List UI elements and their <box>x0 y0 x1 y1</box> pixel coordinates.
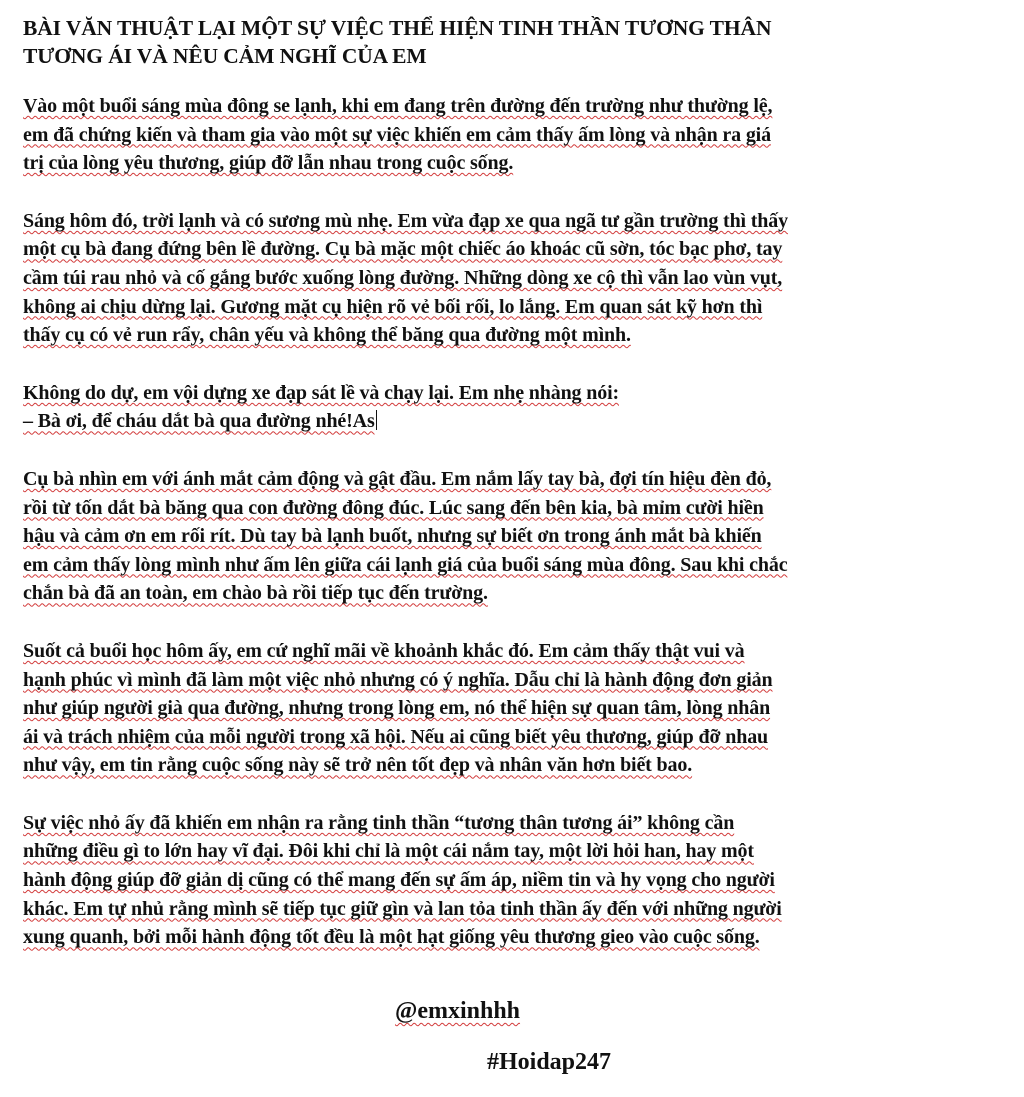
paragraph-dialogue <box>23 379 1008 436</box>
text-line: Suốt cả buổi học hôm ấy, em cứ nghĩ mãi về khoảnh khắc đó. Em cảm thấy thật vui và <box>23 639 745 662</box>
text-line: rồi từ tốn dắt bà băng qua con đường đông đúc. Lúc sang đến bên kia, bà mỉm cười hiền <box>23 496 764 519</box>
text-line: hạnh phúc vì mình đã làm một việc nhỏ nhưng có ý nghĩa. Dẫu chỉ là hành động đơn giản <box>23 668 773 691</box>
paragraph-action <box>23 465 1008 608</box>
text-line-with-caret <box>23 407 1008 436</box>
site-hashtag: #Hoidap247 <box>487 1049 612 1075</box>
text-line: thấy cụ có vẻ run rẩy, chân yếu và không thể băng qua đường một mình. <box>23 324 631 347</box>
text-line: như giúp người già qua đường, nhưng trong lòng em, nó thể hiện sự quan tâm, lòng nhân <box>23 697 771 720</box>
text-line: em đã chứng kiến và tham gia vào một sự việc khiến em cảm thấy ấm lòng và nhận ra giá <box>23 123 771 146</box>
text-line: cầm túi rau nhỏ và cố gắng bước xuống lòng đường. Những dòng xe cộ thì vẫn lao vùn vụt, <box>23 266 783 289</box>
text-line: Sáng hôm đó, trời lạnh và có sương mù nhẹ. Em vừa đạp xe qua ngã tư gần trường thì thấy <box>23 209 788 232</box>
paragraph-reflection <box>23 637 1008 780</box>
text-line: trị của lòng yêu thương, giúp đỡ lẫn nhau trong cuộc sống. <box>23 152 514 175</box>
text-line: ái và trách nhiệm của mỗi người trong xã hội. Nếu ai cũng biết yêu thương, giúp đỡ nhau <box>23 725 769 748</box>
text-line: Không do dự, em vội dựng xe đạp sát lề và chạy lại. Em nhẹ nhàng nói: <box>23 381 619 404</box>
title-line: TƯƠNG ÁI VÀ NÊU CẢM NGHĨ CỦA EM <box>23 44 427 68</box>
text-line: một cụ bà đang đứng bên lề đường. Cụ bà mặc một chiếc áo khoác cũ sờn, tóc bạc phơ, tay <box>23 238 783 261</box>
text-line: khác. Em tự nhủ rằng mình sẽ tiếp tục giữ gìn và lan tỏa tinh thần ấy đến với những người <box>23 897 782 920</box>
text-line: Sự việc nhỏ ấy đã khiến em nhận ra rằng tinh thần “tương thân tương ái” không cần <box>23 811 735 834</box>
text-line: không ai chịu dừng lại. Gương mặt cụ hiện rõ vẻ bối rối, lo lắng. Em quan sát kỹ hơn thì <box>23 295 763 318</box>
paragraph-conclusion <box>23 809 1008 952</box>
document-body[interactable] <box>23 14 1008 981</box>
text-line: em cảm thấy lòng mình như ấm lên giữa cái lạnh giá của buổi sáng mùa đông. Sau khi chắc <box>23 553 788 576</box>
document-title <box>23 14 1008 70</box>
text-line: Cụ bà nhìn em với ánh mắt cảm động và gật đầu. Em nắm lấy tay bà, đợi tín hiệu đèn đỏ, <box>23 467 772 490</box>
text-line: như vậy, em tin rằng cuộc sống này sẽ trở nên tốt đẹp và nhân văn hơn biết bao. <box>23 754 693 777</box>
text-line: – Bà ơi, để cháu dắt bà qua đường nhé!As <box>23 410 375 433</box>
text-line: những điều gì to lớn hay vĩ đại. Đôi khi chỉ là một cái nắm tay, một lời hỏi han, hay một <box>23 840 754 863</box>
author-signature: @emxinhhh <box>395 998 521 1024</box>
text-line: chắn bà đã an toàn, em chào bà rồi tiếp tục đến trường. <box>23 582 488 605</box>
text-line: Vào một buổi sáng mùa đông se lạnh, khi em đang trên đường đến trường như thường lệ, <box>23 95 773 117</box>
title-line: BÀI VĂN THUẬT LẠI MỘT SỰ VIỆC THỂ HIỆN TINH THẦN TƯƠNG THÂN <box>23 16 772 40</box>
text-line: xung quanh, bởi mỗi hành động tốt đều là một hạt giống yêu thương gieo vào cuộc sống. <box>23 926 760 949</box>
paragraph-scene <box>23 207 1008 350</box>
paragraph-intro <box>23 92 1008 178</box>
text-line: hậu và cảm ơn em rối rít. Dù tay bà lạnh buốt, nhưng sự biết ơn trong ánh mắt bà khiến <box>23 525 762 548</box>
text-line: hành động giúp đỡ giản dị cũng có thể mang đến sự ấm áp, niềm tin và hy vọng cho người <box>23 869 775 892</box>
text-cursor <box>376 410 377 430</box>
